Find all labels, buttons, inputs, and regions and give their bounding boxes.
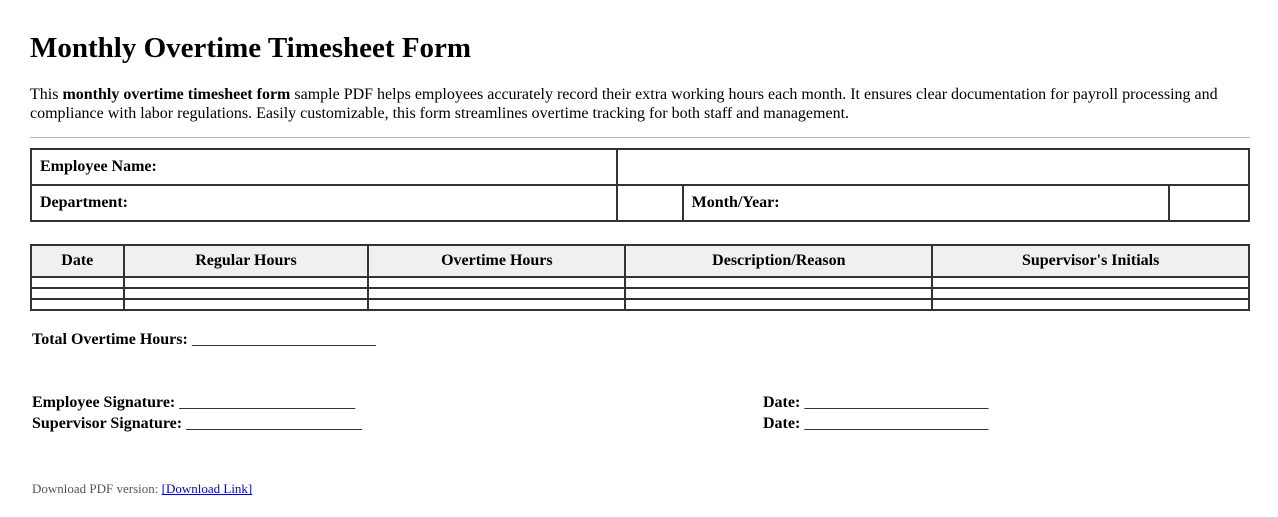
empty-date-cell (31, 288, 124, 299)
empty-regular-hours-cell (124, 288, 369, 299)
department-month-row (31, 185, 1249, 221)
supervisor-signature-label: Supervisor Signature: (32, 415, 183, 433)
signature-right-column (763, 395, 1250, 437)
employee-date-fill-line: _______________________ (804, 394, 989, 412)
header-date: Date (31, 245, 124, 277)
department-label: Department: (31, 185, 617, 221)
month-year-label: Month/Year: (683, 185, 1169, 221)
signature-left-column (32, 395, 763, 437)
empty-initials-cell (932, 288, 1249, 299)
month-year-value-cell (1169, 185, 1249, 221)
empty-overtime-hours-cell (368, 277, 625, 288)
supervisor-date-label: Date: (763, 415, 801, 433)
timesheet-empty-row (31, 277, 1249, 288)
page-title: Monthly Overtime Timesheet Form (30, 32, 472, 64)
empty-overtime-hours-cell (368, 288, 625, 299)
supervisor-date-row (763, 416, 1250, 432)
intro-bold-phrase: monthly overtime timesheet form (62, 85, 291, 103)
empty-date-cell (31, 277, 124, 288)
employee-signature-label: Employee Signature: (32, 394, 176, 412)
empty-initials-cell (932, 299, 1249, 310)
employee-name-label: Employee Name: (31, 149, 617, 185)
download-link[interactable]: [Download Link] (161, 481, 253, 497)
header-supervisor-initials: Supervisor's Initials (932, 245, 1249, 277)
employee-date-label: Date: (763, 394, 801, 412)
header-description-reason: Description/Reason (625, 245, 932, 277)
total-overtime-label: Total Overtime Hours: (32, 331, 188, 349)
department-value-cell (617, 185, 683, 221)
total-overtime-row (32, 331, 1250, 349)
supervisor-signature-fill-line: ______________________ (186, 415, 363, 433)
supervisor-date-fill-line: _______________________ (804, 415, 989, 433)
empty-initials-cell (932, 277, 1249, 288)
signature-block (32, 395, 1250, 437)
supervisor-signature-row (32, 416, 763, 432)
empty-date-cell (31, 299, 124, 310)
intro-paragraph (30, 86, 1250, 123)
timesheet-header-row (31, 245, 1249, 277)
employee-name-row (31, 149, 1249, 185)
employee-signature-fill-line: ______________________ (179, 394, 356, 412)
employee-date-row (763, 395, 1250, 411)
divider-rule (30, 137, 1250, 138)
download-row (32, 481, 1250, 497)
download-prefix-text: Download PDF version: (32, 481, 162, 497)
timesheet-empty-row (31, 299, 1249, 310)
employee-signature-row (32, 395, 763, 411)
empty-description-cell (625, 299, 932, 310)
employee-info-table (30, 148, 1250, 222)
header-overtime-hours: Overtime Hours (368, 245, 625, 277)
empty-overtime-hours-cell (368, 299, 625, 310)
empty-description-cell (625, 277, 932, 288)
timesheet-empty-row (31, 288, 1249, 299)
timesheet-table (30, 244, 1250, 311)
intro-text-end: sample PDF helps employees accurately record their extra working hours each month. It ensures clear documentation for payroll processing and compliance with labor regulations. Easily customizable, this form streamlines overtime tracking for both staff and management. (30, 85, 1218, 122)
empty-regular-hours-cell (124, 299, 369, 310)
header-regular-hours: Regular Hours (124, 245, 369, 277)
total-overtime-fill-line: _______________________ (191, 331, 376, 349)
intro-text-start: This (30, 85, 63, 103)
employee-name-value-cell (617, 149, 1249, 185)
empty-description-cell (625, 288, 932, 299)
empty-regular-hours-cell (124, 277, 369, 288)
